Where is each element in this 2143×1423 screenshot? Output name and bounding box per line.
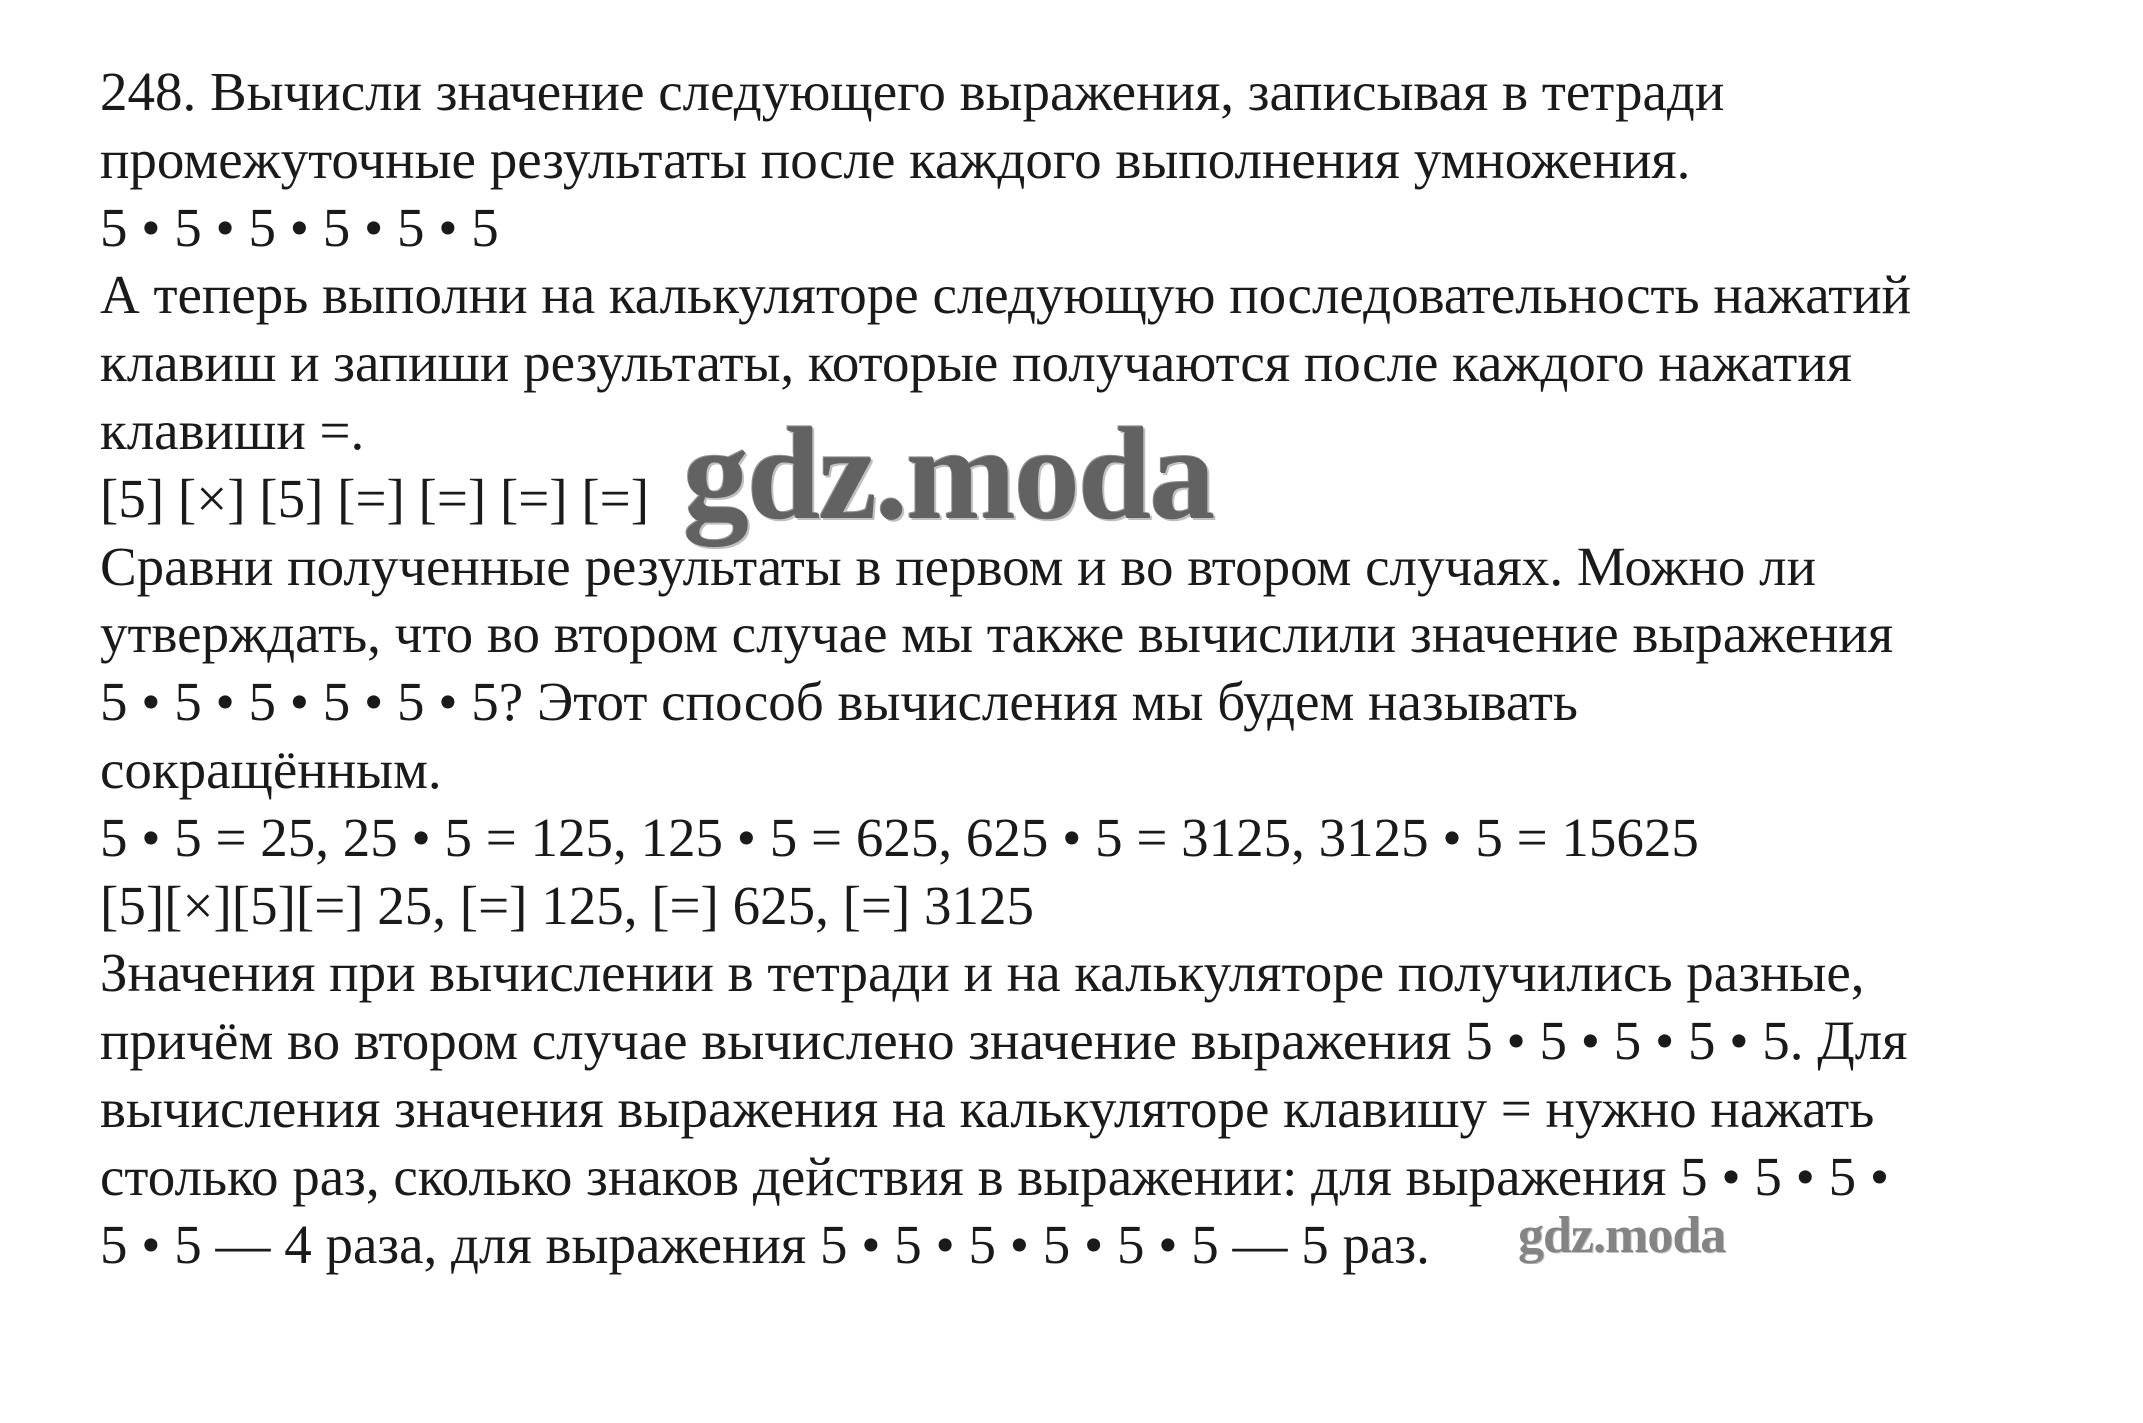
text-line: промежуточные результаты после каждого выполнения умножения. (100, 128, 1691, 190)
answer-line: столько раз, сколько знаков действия в выражении: для выражения 5 • 5 • 5 • (100, 1145, 1890, 1207)
text-line: утверждать, что во втором случае мы также вычислили значение выражения (100, 603, 1894, 665)
text-line: 5 • 5 • 5 • 5 • 5 • 5? Этот способ вычисления мы будем называть (100, 671, 1578, 733)
watermark-large: gdz.moda (683, 400, 1214, 547)
calculation-line: 5 • 5 = 25, 25 • 5 = 125, 125 • 5 = 625, 625 • 5 = 3125, 3125 • 5 = 15625 (100, 806, 1699, 868)
text-line: клавиш и запиши результаты, которые получаются после каждого нажатия (100, 332, 1852, 394)
text-line: Сравни полученные результаты в первом и во втором случаях. Можно ли (100, 535, 1817, 597)
expression-line: 5 • 5 • 5 • 5 • 5 • 5 (100, 196, 499, 258)
exercise-text (100, 58, 2100, 1278)
answer-line: вычисления значения выражения на калькуляторе клавишу = нужно нажать (100, 1077, 1875, 1139)
answer-line: 5 • 5 — 4 раза, для выражения 5 • 5 • 5 • 5 • 5 • 5 — 5 раз. (100, 1213, 1430, 1275)
key-sequence-line: [5] [×] [5] [=] [=] [=] [=] (100, 467, 650, 529)
text-line: А теперь выполни на калькуляторе следующую последовательность нажатий (100, 264, 1912, 326)
watermark-small: gdz.moda (1518, 1207, 1726, 1264)
answer-line: причём во втором случае вычислено значение выражения 5 • 5 • 5 • 5 • 5. Для (100, 1010, 1908, 1072)
text-line: клавиши =. (100, 399, 365, 461)
key-sequence-result-line: [5][×][5][=] 25, [=] 125, [=] 625, [=] 3125 (100, 874, 1035, 936)
text-line: сокращённым. (100, 738, 442, 800)
exercise-title-line: 248. Вычисли значение следующего выражения, записывая в тетради (100, 61, 1725, 122)
answer-line: Значения при вычислении в тетради и на калькуляторе получились разные, (100, 942, 1865, 1004)
